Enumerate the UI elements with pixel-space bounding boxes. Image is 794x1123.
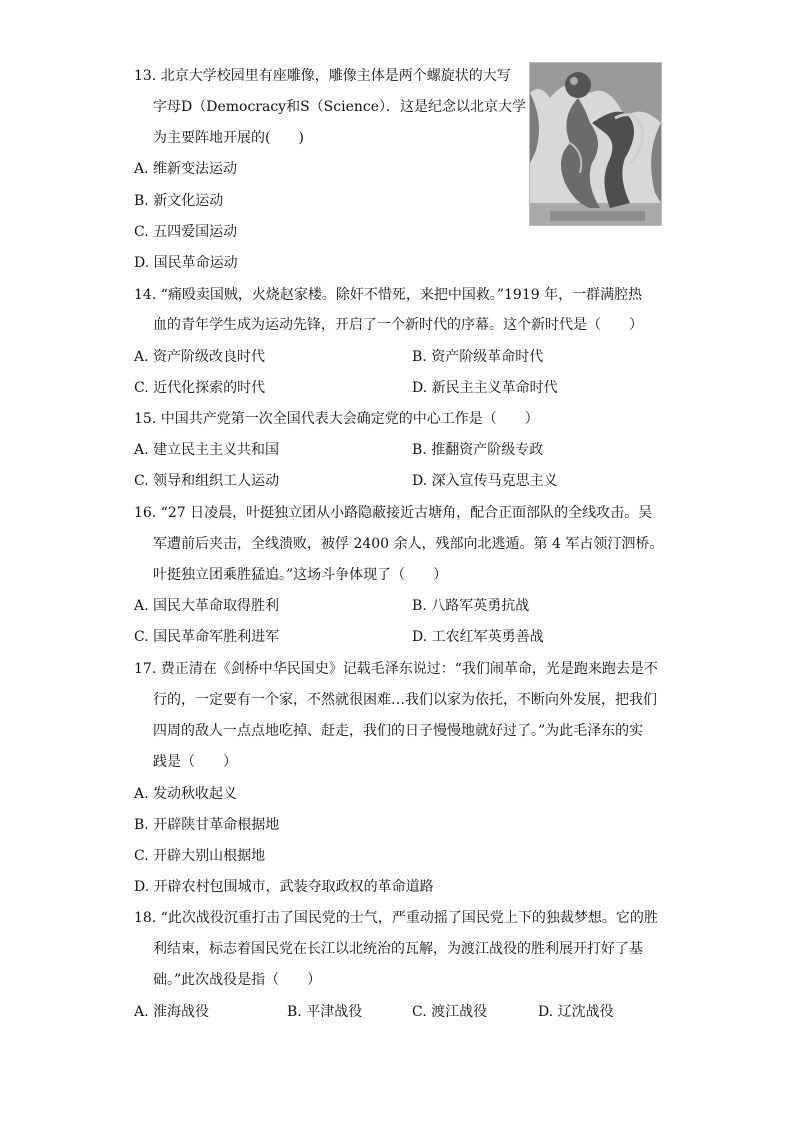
q16-option-a[interactable]: A. 国民大革命取得胜利 [134,598,280,614]
q18-option-a[interactable]: A. 淮海战役 [134,1004,210,1020]
q16-option-d[interactable]: D. 工农红军英勇善战 [412,629,544,645]
q17-stem-line-2: 行的，一定要有一个家，不然就很困难…我们以家为依托，不断向外发展，把我们 [153,692,657,708]
q15-option-a[interactable]: A. 建立民主主义共和国 [134,442,280,458]
q15-option-b[interactable]: B. 推翻资产阶级专政 [412,442,544,458]
q16-option-c[interactable]: C. 国民革命军胜利进军 [134,629,280,645]
q17-stem-line-4: 践是（ ） [153,754,237,770]
q15-option-c[interactable]: C. 领导和组织工人运动 [134,473,280,489]
q14-option-b[interactable]: B. 资产阶级革命时代 [412,349,544,365]
q16-stem-line-1: 16. “27 日凌晨，叶挺独立团从小路隐蔽接近古塘角，配合正面部队的全线攻击。吴 [134,505,653,521]
q18-stem-line-1: 18. “此次战役沉重打击了国民党的士气，严重动摇了国民党上下的独裁梦想。它的胜 [134,910,658,926]
q17-stem-line-3: 四周的敌人一点点地吃掉、赶走，我们的日子慢慢地就好过了。”为此毛泽东的实 [153,723,644,739]
q13-option-a[interactable]: A. 维新变法运动 [134,161,238,177]
q17-option-a[interactable]: A. 发动秋收起义 [134,786,238,802]
q13-stem-line-2: 字母D（Democracy和S（Science）．这是纪念以北京大学 [153,99,526,115]
sculpture-photo [529,62,662,226]
q13-stem-line-1: 13. 北京大学校园里有座雕像，雕像主体是两个螺旋状的大写 [134,68,511,84]
q17-option-d[interactable]: D. 开辟农村包围城市，武装夺取政权的革命道路 [134,879,434,895]
q14-stem-line-1: 14. “痛殴卖国贼，火烧赵家楼。除奸不惜死，来把中国救。”1919 年，一群满腔热 [134,287,643,303]
q14-option-d[interactable]: D. 新民主主义革命时代 [412,380,558,396]
q16-stem-line-3: 叶挺独立团乘胜猛追。”这场斗争体现了（ ） [153,567,448,583]
q16-option-b[interactable]: B. 八路军英勇抗战 [412,598,530,614]
q14-stem-line-2: 血的青年学生成为运动先锋，开启了一个新时代的序幕。这个新时代是（ ） [153,317,643,333]
sculpture-image [530,63,661,225]
q18-option-b[interactable]: B. 平津战役 [287,1004,363,1020]
q17-option-b[interactable]: B. 开辟陕甘革命根据地 [134,817,280,833]
q13-option-b[interactable]: B. 新文化运动 [134,193,224,209]
q17-option-c[interactable]: C. 开辟大别山根据地 [134,848,266,864]
q14-option-a[interactable]: A. 资产阶级改良时代 [134,349,266,365]
q16-stem-line-2: 军遭前后夹击，全线溃败，被俘 2400 余人，残部向北逃遁。第 4 军占领汀泗桥。 [153,536,664,552]
q13-stem-line-3: 为主要阵地开展的( ) [153,130,304,146]
q18-stem-line-2: 利结束，标志着国民党在长江以北统治的瓦解，为渡江战役的胜利展开打好了基 [153,941,643,957]
q15-stem-line-1: 15. 中国共产党第一次全国代表大会确定党的中心工作是（ ） [134,411,539,427]
q13-option-d[interactable]: D. 国民革命运动 [134,255,238,271]
q17-stem-line-1: 17. 费正清在《剑桥中华民国史》记载毛泽东说过：“我们闹革命，光是跑来跑去是不 [134,661,658,677]
q15-option-d[interactable]: D. 深入宣传马克思主义 [412,473,558,489]
q18-option-d[interactable]: D. 辽沈战役 [538,1004,614,1020]
q18-option-c[interactable]: C. 渡江战役 [412,1004,488,1020]
q14-option-c[interactable]: C. 近代化探索的时代 [134,380,266,396]
q13-option-c[interactable]: C. 五四爱国运动 [134,224,238,240]
q18-stem-line-3: 础。”此次战役是指（ ） [153,972,322,988]
